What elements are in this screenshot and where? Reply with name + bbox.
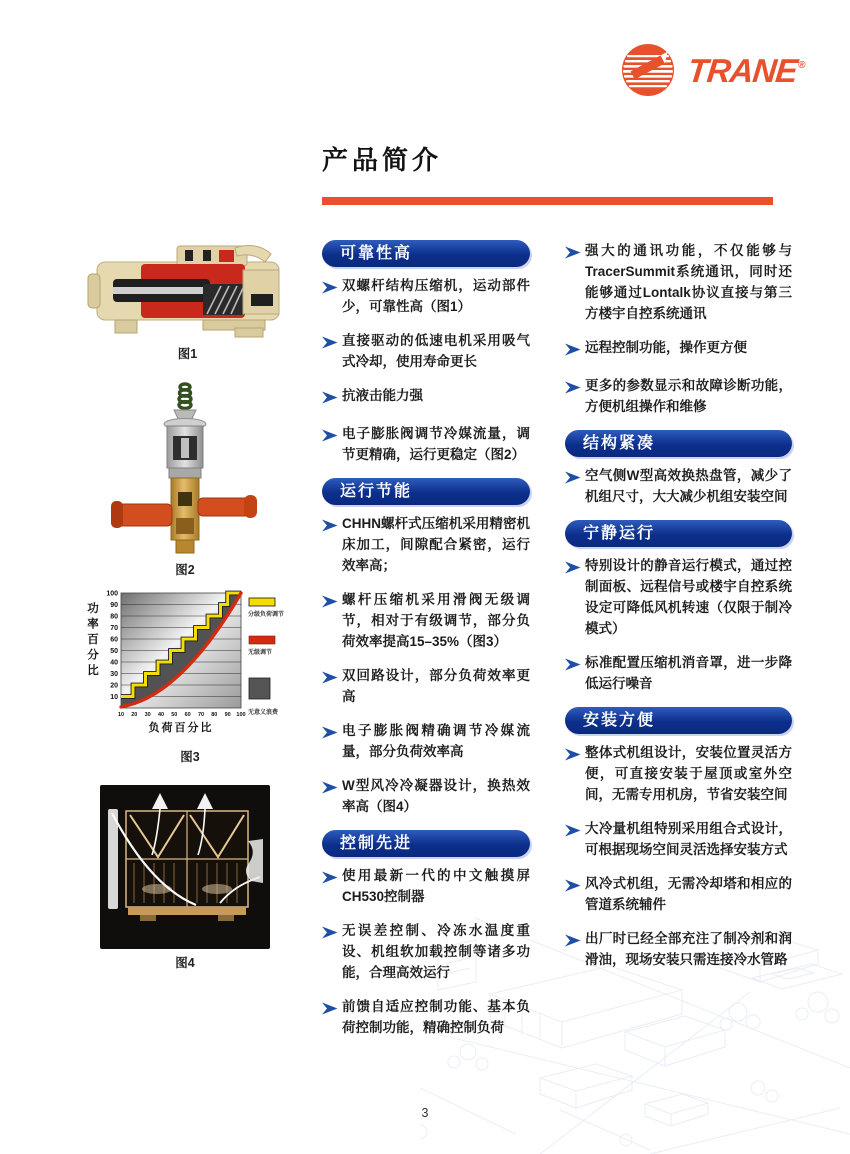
arrow-bullet-icon <box>565 465 585 490</box>
arrow-bullet-icon <box>322 665 342 690</box>
bullet-text: CHHN螺杆式压缩机采用精密机床加工，间隙配合紧密，运行效率高； <box>342 516 530 573</box>
svg-text:40: 40 <box>110 659 118 667</box>
bullet-item <box>565 337 792 362</box>
bullet-text: 双螺杆结构压缩机，运动部件少，可靠性高（图1） <box>342 278 530 314</box>
bullet-text: 更多的参数显示和故障诊断功能，方便机组操作和维修 <box>585 378 792 414</box>
section-header-compact: 结构紧凑 <box>565 430 792 457</box>
svg-text:100: 100 <box>236 712 246 718</box>
bullet-item <box>322 385 530 410</box>
bullet-text: W型风冷冷凝器设计，换热效率高（图4） <box>342 778 530 814</box>
svg-text:70: 70 <box>110 625 118 632</box>
bullet-text: 出厂时已经全部充注了制冷剂和润滑油，现场安装只需连接冷水管路 <box>585 931 792 967</box>
bullet-text: 特别设计的静音运行模式，通过控制面板、远程信号或楼宇自控系统设定可降低风机转速（仅限于制冷模式） <box>585 558 792 636</box>
trane-logo <box>620 42 804 98</box>
bullet-item <box>322 775 530 817</box>
arrow-bullet-icon <box>322 865 342 890</box>
registered-mark: ® <box>797 59 806 71</box>
svg-text:10: 10 <box>117 712 125 718</box>
arrow-bullet-icon <box>565 873 585 898</box>
svg-text:100: 100 <box>106 590 118 598</box>
section-header-install: 安装方便 <box>565 707 792 734</box>
legend-waste-swatch <box>249 678 270 699</box>
svg-text:70: 70 <box>197 712 205 718</box>
svg-text:20: 20 <box>110 682 118 690</box>
middle-column <box>322 240 530 1051</box>
chart-x-axis-label: 负荷百分比 <box>148 722 214 734</box>
section-header-energy: 运行节能 <box>322 478 530 505</box>
bullet-item <box>565 652 792 694</box>
svg-text:20: 20 <box>131 712 138 718</box>
right-column <box>565 240 792 983</box>
svg-text:80: 80 <box>110 613 118 621</box>
arrow-bullet-icon <box>322 330 342 355</box>
bullet-item <box>565 928 792 970</box>
bullet-text: 标准配置压缩机消音罩，进一步降低运行噪音 <box>585 655 792 691</box>
figure-1-compressor-photo <box>85 240 290 347</box>
arrow-bullet-icon <box>565 337 585 362</box>
arrow-bullet-icon <box>322 275 342 300</box>
bullet-text: 直接驱动的低速电机采用吸气式冷却，使用寿命更长 <box>342 333 530 369</box>
arrow-bullet-icon <box>322 775 342 800</box>
bullet-text: 强大的通讯功能，不仅能够与TracerSummit系统通讯，同时还能够通过Lontalk协议直接与第三方楼宇自控系统通讯 <box>585 243 792 321</box>
bullet-item <box>565 818 792 860</box>
figure-4-caption: 图4 <box>175 956 195 970</box>
bullet-item <box>322 665 530 707</box>
bullet-text: 前馈自适应控制功能、基本负荷控制功能，精确控制负荷 <box>342 999 530 1035</box>
arrow-bullet-icon <box>322 513 342 538</box>
svg-text:30: 30 <box>110 671 118 678</box>
svg-text:80: 80 <box>211 712 218 718</box>
svg-text:60: 60 <box>184 712 191 718</box>
bullet-text: 电子膨胀阀调节冷媒流量，调节更精确，运行更稳定（图2） <box>342 426 530 462</box>
bullet-item <box>322 589 530 652</box>
bullet-item <box>322 330 530 372</box>
svg-text:90: 90 <box>110 602 118 609</box>
bullet-item <box>565 873 792 915</box>
svg-text:90: 90 <box>224 712 231 718</box>
svg-text:50: 50 <box>110 648 118 655</box>
bullet-text: 电子膨胀阀精确调节冷媒流量，部分负荷效率高 <box>342 723 530 759</box>
legend-waste-label: 无意义浪费 <box>248 710 279 716</box>
figure-1-caption: 图1 <box>177 347 198 361</box>
legend-smooth-label: 无级调节 <box>248 650 273 656</box>
bullet-text: 抗液击能力强 <box>342 388 423 403</box>
bullet-text: 无误差控制、冷冻水温度重设、机组软加载控制等诸多功能，合理高效运行 <box>342 923 530 980</box>
svg-text:40: 40 <box>157 712 165 718</box>
legend-smooth-swatch <box>249 636 275 644</box>
bullet-item <box>565 742 792 805</box>
legend-step-label: 分级负荷调节 <box>248 612 285 618</box>
bullet-item <box>565 375 792 417</box>
bullet-text: 风冷式机组，无需冷却塔和相应的管道系统辅件 <box>585 876 792 912</box>
chart-y-axis-label: 功率百分比 <box>86 602 98 680</box>
section-header-reliability: 可靠性高 <box>322 240 530 267</box>
bullet-item <box>322 275 530 317</box>
bullet-item <box>322 720 530 762</box>
trane-wordmark: TRANE® <box>686 51 806 89</box>
chart-legend <box>247 598 284 716</box>
figure-2-expansion-valve-photo <box>110 380 260 563</box>
figure-3-caption: 图3 <box>180 750 200 764</box>
accent-divider <box>322 197 773 205</box>
arrow-bullet-icon <box>322 920 342 945</box>
svg-text:60: 60 <box>110 636 118 644</box>
arrow-bullet-icon <box>322 720 342 745</box>
bullet-item <box>565 240 792 324</box>
svg-text:10: 10 <box>110 694 118 701</box>
arrow-bullet-icon <box>565 928 585 953</box>
bullet-item <box>322 513 530 576</box>
arrow-bullet-icon <box>565 818 585 843</box>
arrow-bullet-icon <box>322 385 342 410</box>
arrow-bullet-icon <box>565 652 585 677</box>
bullet-item <box>565 465 792 507</box>
bullet-text: 远程控制功能，操作更方便 <box>585 340 747 355</box>
figure-3-part-load-chart <box>84 588 296 748</box>
arrow-bullet-icon <box>565 742 585 767</box>
section-header-control: 控制先进 <box>322 830 530 857</box>
arrow-bullet-icon <box>322 996 342 1021</box>
bullet-item <box>322 996 530 1038</box>
bullet-text: 空气侧W型高效换热盘管，减少了机组尺寸，大大减少机组安装空间 <box>585 468 792 504</box>
bullet-item <box>322 865 530 907</box>
arrow-bullet-icon <box>322 423 342 448</box>
arrow-bullet-icon <box>565 375 585 400</box>
svg-text:30: 30 <box>144 712 151 718</box>
figure-4-condenser-photo <box>100 785 270 954</box>
section-header-quiet: 宁静运行 <box>565 520 792 547</box>
bullet-text: 大冷量机组特别采用组合式设计，可根据现场空间灵活选择安装方式 <box>585 821 792 857</box>
svg-text:50: 50 <box>171 712 178 718</box>
page-number: 3 <box>421 1106 429 1120</box>
bullet-text: 螺杆压缩机采用滑阀无级调节，相对于有级调节，部分负荷效率提高15–35%（图3） <box>342 592 530 649</box>
trane-globe-icon <box>620 42 676 98</box>
page-title: 产品简介 <box>322 145 443 175</box>
bullet-item <box>322 920 530 983</box>
bullet-item <box>565 555 792 639</box>
legend-step-swatch <box>249 598 275 606</box>
arrow-bullet-icon <box>322 589 342 614</box>
bullet-text: 使用最新一代的中文触摸屏CH530控制器 <box>342 868 530 904</box>
arrow-bullet-icon <box>565 555 585 580</box>
bullet-text: 整体式机组设计，安装位置灵活方便，可直接安装于屋顶或室外空间，无需专用机房，节省安装空间 <box>585 745 792 802</box>
figure-2-caption: 图2 <box>175 563 195 577</box>
bullet-item <box>322 423 530 465</box>
bullet-text: 双回路设计，部分负荷效率更高 <box>342 668 530 704</box>
arrow-bullet-icon <box>565 240 585 265</box>
